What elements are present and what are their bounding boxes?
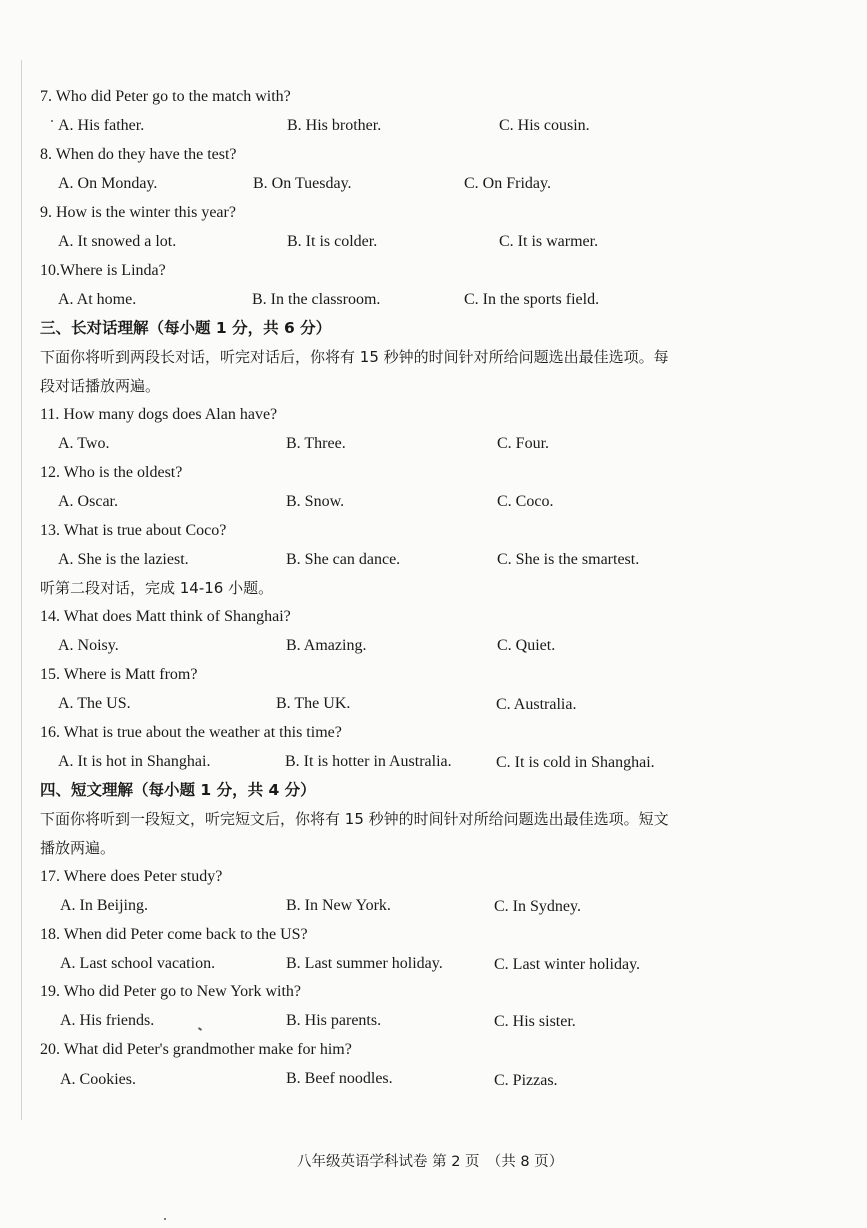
question-14: 14. What does Matt think of Shanghai? [40, 608, 291, 625]
question-7: 7. Who did Peter go to the match with? [40, 88, 291, 105]
option-12a: A. Oscar. [58, 493, 118, 510]
page-footer: 八年级英语学科试卷 第 2 页 （共 8 页） [297, 1154, 564, 1170]
option-17b: B. In New York. [286, 897, 391, 914]
question-17: 17. Where does Peter study? [40, 868, 223, 885]
option-10b: B. In the classroom. [252, 291, 381, 308]
question-16: 16. What is true about the weather at this time? [40, 724, 342, 741]
scan-speck [198, 1027, 202, 1031]
option-14b: B. Amazing. [286, 637, 367, 654]
option-13a: A. She is the laziest. [58, 551, 189, 568]
option-19b: B. His parents. [286, 1012, 382, 1029]
option-20a: A. Cookies. [60, 1071, 136, 1088]
margin-line [21, 60, 22, 1120]
section-4-instruction-2: 播放两遍。 [40, 839, 116, 857]
question-10: 10.Where is Linda? [40, 262, 166, 279]
option-16c: C. It is cold in Shanghai. [496, 754, 655, 771]
option-19c: C. His sister. [494, 1013, 576, 1030]
option-8c: C. On Friday. [464, 175, 551, 192]
option-9b: B. It is colder. [287, 233, 378, 250]
option-13b: B. She can dance. [286, 551, 401, 568]
option-18c: C. Last winter holiday. [494, 956, 641, 973]
option-20c: C. Pizzas. [494, 1072, 558, 1089]
option-16b: B. It is hotter in Australia. [285, 753, 452, 770]
section-4-heading: 四、短文理解（每小题 1 分，共 4 分） [40, 781, 316, 799]
question-8: 8. When do they have the test? [40, 146, 237, 163]
option-14a: A. Noisy. [58, 637, 119, 654]
option-19a: A. His friends. [60, 1012, 155, 1029]
section-3-instruction-2: 段对话播放两遍。 [40, 377, 161, 395]
scan-speck [164, 1218, 166, 1220]
question-15: 15. Where is Matt from? [40, 666, 198, 683]
option-17c: C. In Sydney. [494, 898, 581, 915]
option-10a: A. At home. [58, 291, 137, 308]
option-15b: B. The UK. [276, 695, 351, 712]
question-9: 9. How is the winter this year? [40, 204, 236, 221]
option-11c: C. Four. [497, 435, 550, 452]
question-12: 12. Who is the oldest? [40, 464, 183, 481]
section-4-instruction-1: 下面你将听到一段短文，听完短文后，你将有 15 秒钟的时间针对所给问题选出最佳选项。短文 [40, 810, 669, 828]
option-18a: A. Last school vacation. [60, 955, 216, 972]
option-14c: C. Quiet. [497, 637, 556, 654]
option-15a: A. The US. [58, 695, 131, 712]
option-7c: C. His cousin. [499, 117, 590, 134]
section-3-instruction-1: 下面你将听到两段长对话，听完对话后，你将有 15 秒钟的时间针对所给问题选出最佳选项。每 [40, 348, 669, 366]
question-19: 19. Who did Peter go to New York with? [40, 983, 302, 1000]
option-8a: A. On Monday. [58, 175, 158, 192]
question-13: 13. What is true about Coco? [40, 522, 227, 539]
option-13c: C. She is the smartest. [497, 551, 640, 568]
question-18: 18. When did Peter come back to the US? [40, 926, 308, 943]
option-12b: B. Snow. [286, 493, 345, 510]
option-10c: C. In the sports field. [464, 291, 600, 308]
option-8b: B. On Tuesday. [253, 175, 352, 192]
question-11: 11. How many dogs does Alan have? [40, 406, 278, 423]
option-7b: B. His brother. [287, 117, 382, 134]
option-9a: A. It snowed a lot. [58, 233, 177, 250]
section-3-sub-heading: 听第二段对话，完成 14-16 小题。 [40, 579, 274, 597]
scan-speck [51, 120, 53, 122]
option-15c: C. Australia. [496, 696, 577, 713]
option-18b: B. Last summer holiday. [286, 955, 443, 972]
option-17a: A. In Beijing. [60, 897, 148, 914]
option-12c: C. Coco. [497, 493, 554, 510]
option-16a: A. It is hot in Shanghai. [58, 753, 211, 770]
option-20b: B. Beef noodles. [286, 1070, 393, 1087]
question-20: 20. What did Peter's grandmother make for him? [40, 1041, 352, 1058]
option-11b: B. Three. [286, 435, 346, 452]
section-3-heading: 三、长对话理解（每小题 1 分，共 6 分） [40, 319, 332, 337]
option-7a: A. His father. [58, 117, 145, 134]
option-11a: A. Two. [58, 435, 110, 452]
option-9c: C. It is warmer. [499, 233, 599, 250]
